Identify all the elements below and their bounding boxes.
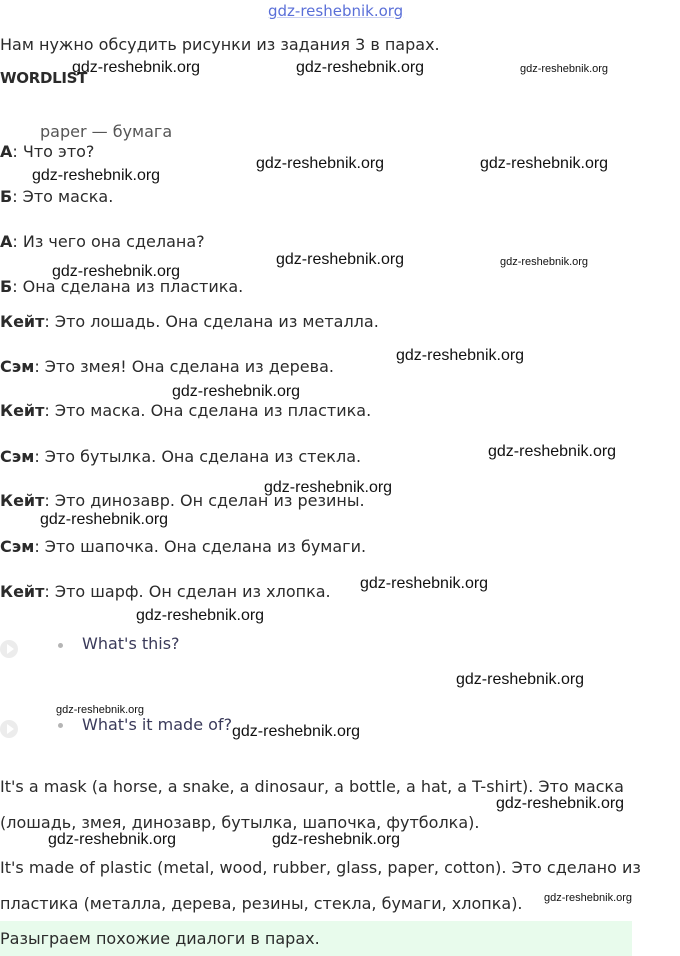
phrase-item: What's this? bbox=[82, 634, 180, 653]
watermark: gdz-reshebnik.org bbox=[480, 155, 609, 172]
watermark: gdz-reshebnik.org bbox=[396, 347, 525, 364]
watermark: gdz-reshebnik.org bbox=[276, 251, 405, 268]
watermark: gdz-reshebnik.org bbox=[272, 831, 401, 848]
watermark: gdz-reshebnik.org bbox=[500, 256, 589, 268]
dialog-line: А: Что это? bbox=[0, 142, 95, 161]
dialog-line: Кейт: Это маска. Она сделана из пластика. bbox=[0, 401, 372, 420]
answer-paragraph-line: пластика (металла, дерева, резины, стекла, бумаги, хлопка). bbox=[0, 894, 523, 913]
watermark: gdz-reshebnik.org bbox=[264, 479, 393, 496]
watermark: gdz-reshebnik.org bbox=[40, 511, 169, 528]
watermark: gdz-reshebnik.org bbox=[296, 59, 425, 76]
dialog-line: Б: Она сделана из пластика. bbox=[0, 277, 244, 296]
dialog-line: Сэм: Это змея! Она сделана из дерева. bbox=[0, 357, 334, 376]
bullet-icon bbox=[58, 723, 63, 728]
dialog-line: Сэм: Это шапочка. Она сделана из бумаги. bbox=[0, 537, 367, 556]
watermark: gdz-reshebnik.org bbox=[32, 167, 161, 184]
watermark: gdz-reshebnik.org bbox=[232, 723, 361, 740]
bullet-icon bbox=[58, 643, 63, 648]
dialog-line: Сэм: Это бутылка. Она сделана из стекла. bbox=[0, 447, 362, 466]
note-text: Разыграем похожие диалоги в парах. bbox=[0, 929, 320, 948]
watermark: gdz-reshebnik.org bbox=[52, 263, 181, 280]
watermark: gdz-reshebnik.org bbox=[172, 383, 301, 400]
watermark: gdz-reshebnik.org bbox=[72, 59, 201, 76]
answer-paragraph-line: (лошадь, змея, динозавр, бутылка, шапочка, футболка). bbox=[0, 813, 480, 832]
dialog-line: Б: Это маска. bbox=[0, 187, 114, 206]
site-link[interactable]: gdz-reshebnik.org bbox=[268, 2, 404, 20]
wordlist-clipped-row: paper — бумага bbox=[40, 122, 173, 141]
watermark: gdz-reshebnik.org bbox=[544, 892, 633, 904]
watermark: gdz-reshebnik.org bbox=[496, 795, 625, 812]
audio-play-button[interactable] bbox=[0, 640, 18, 658]
watermark: gdz-reshebnik.org bbox=[136, 607, 265, 624]
watermark: gdz-reshebnik.org bbox=[520, 63, 609, 75]
intro-text: Нам нужно обсудить рисунки из задания 3 в парах. bbox=[0, 35, 440, 54]
wordlist-title: WORDLIST bbox=[0, 69, 88, 87]
watermark: gdz-reshebnik.org bbox=[256, 155, 385, 172]
answer-paragraph-line: It's made of plastic (metal, wood, rubber, glass, paper, cotton). Это сделано из bbox=[0, 858, 641, 877]
watermark: gdz-reshebnik.org bbox=[456, 671, 585, 688]
watermark: gdz-reshebnik.org bbox=[360, 575, 489, 592]
answer-paragraph-line: It's a mask (a horse, a snake, a dinosaur, a bottle, a hat, a T-shirt). Это маска bbox=[0, 777, 624, 796]
watermark: gdz-reshebnik.org bbox=[48, 831, 177, 848]
dialog-line: А: Из чего она сделана? bbox=[0, 232, 205, 251]
watermark: gdz-reshebnik.org bbox=[56, 704, 145, 716]
note-box bbox=[0, 921, 632, 956]
dialog-line: Кейт: Это динозавр. Он сделан из резины. bbox=[0, 491, 365, 510]
dialog-line: Кейт: Это лошадь. Она сделана из металла. bbox=[0, 312, 379, 331]
dialog-line: Кейт: Это шарф. Он сделан из хлопка. bbox=[0, 582, 331, 601]
phrase-item: What's it made of? bbox=[82, 715, 233, 734]
audio-play-button[interactable] bbox=[0, 720, 18, 738]
watermark: gdz-reshebnik.org bbox=[488, 443, 617, 460]
